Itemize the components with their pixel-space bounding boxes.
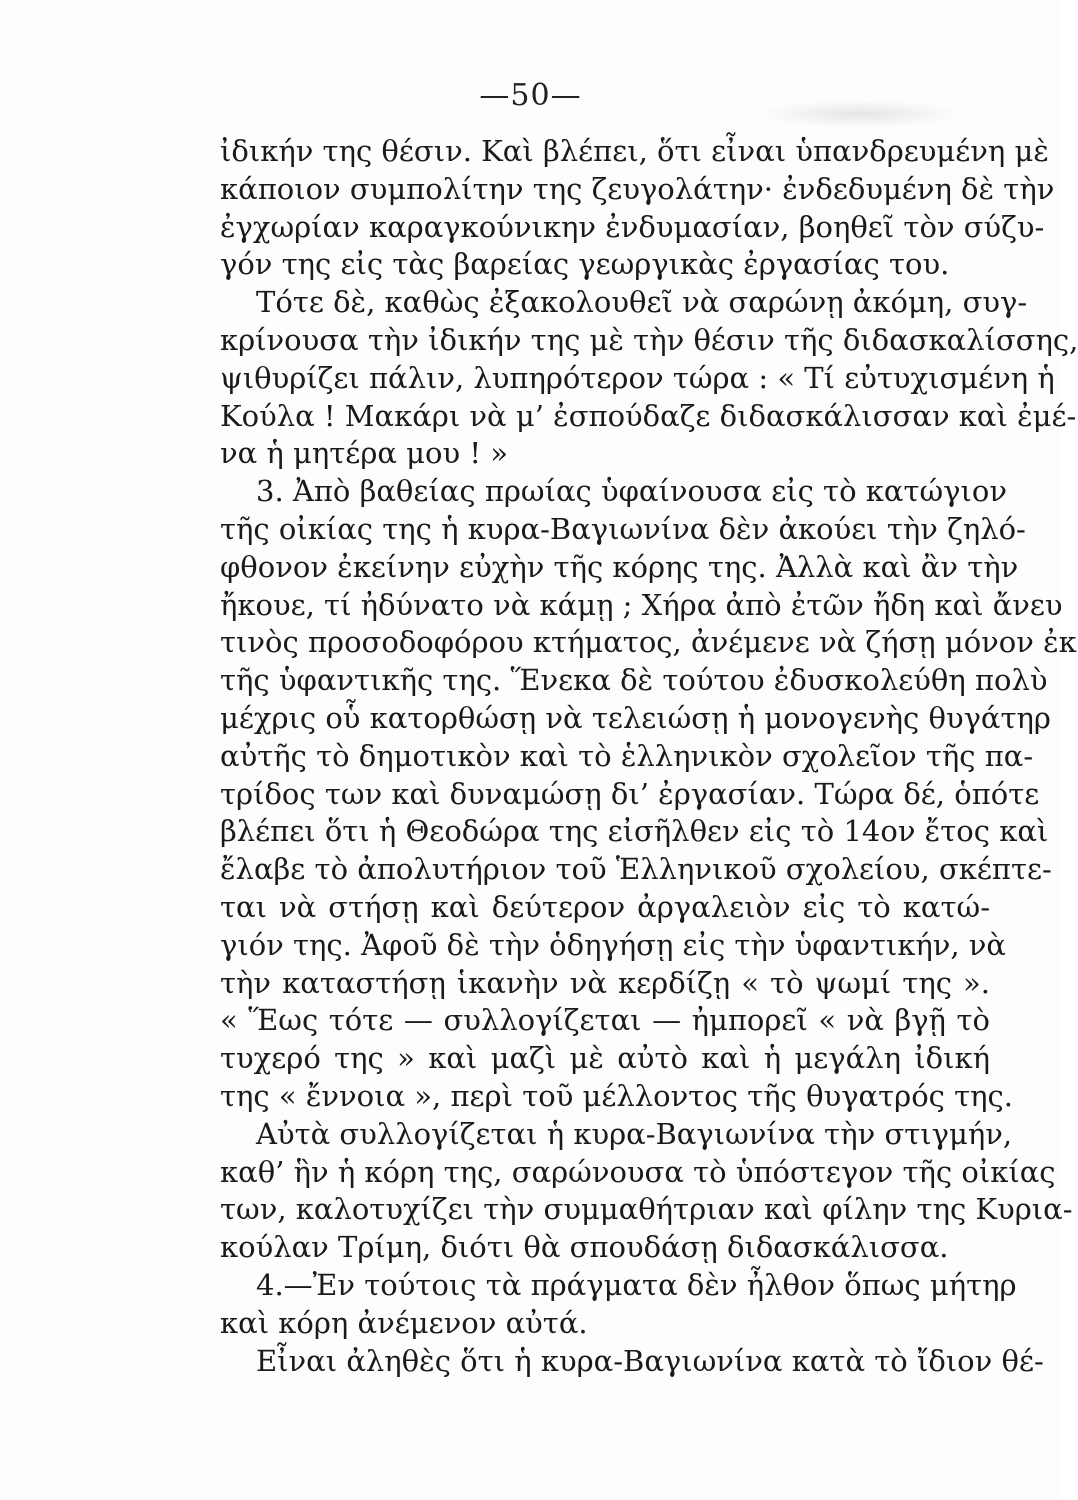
text-line: κούλαν Τρίμη, διότι θὰ σπουδάσῃ διδασκάλισσα. (220, 1230, 949, 1265)
text-line: « Ἕως τότε — συλλογίζεται — ἠμπορεῖ « νὰ βγῇ τὸ (220, 1003, 990, 1038)
text-line: μέχρις οὗ κατορθώσῃ νὰ τελειώσῃ ἡ μονογενὴς θυγάτηρ (220, 700, 1051, 735)
text-line: γιόν της. Ἀφοῦ δὲ τὴν ὁδηγήσῃ εἰς τὴν ὑφαντικήν, νὰ (220, 927, 1007, 962)
text-line: τῆς ὑφαντικῆς της. Ἕνεκα δὲ τούτου ἐδυσκολεύθη πολὺ (220, 663, 1048, 698)
text-line: ἰδικήν της θέσιν. Καὶ βλέπει, ὅτι εἶναι ὑπανδρευμένη μὲ (220, 134, 1049, 168)
text-line: φθονον ἐκείνην εὐχὴν τῆς κόρης της. Ἀλλὰ καὶ ἂν τὴν (220, 549, 1019, 584)
text-line: 4.—Ἐν τούτοις τὰ πράγματα δὲν ἦλθον ὅπως μήτηρ (256, 1267, 1017, 1302)
text-line: τὴν καταστήσῃ ἱκανὴν νὰ κερδίζῃ « τὸ ψωμί της ». (220, 965, 990, 1000)
text-line: Αὐτὰ συλλογίζεται ἡ κυρα-Βαγιωνίνα τὴν στιγμήν, (256, 1116, 1013, 1151)
page-number: —50— (479, 78, 582, 113)
text-line: να ἡ μητέρα μου ! » (220, 436, 508, 471)
text-line: καὶ κόρη ἀνέμενον αὐτά. (220, 1305, 588, 1340)
text-line: ἤκουε, τί ἠδύνατο νὰ κάμῃ ; Χήρα ἀπὸ ἐτῶν ἤδη καὶ ἄνευ (220, 587, 1063, 622)
text-line: τῆς οἰκίας της ἡ κυρα-Βαγιωνίνα δὲν ἀκούει τὴν ζηλό- (220, 511, 1026, 546)
text-line: ται νὰ στήσῃ καὶ δεύτερον ἀργαλειὸν εἰς τὸ κατώ- (220, 889, 990, 924)
body-text (220, 133, 1078, 1380)
text-line: Κούλα ! Μακάρι νὰ μ’ ἐσπούδαζε διδασκάλισσαν καὶ ἐμέ- (220, 398, 1077, 433)
text-line: Τότε δὲ, καθὼς ἐξακολουθεῖ νὰ σαρώνῃ ἀκόμη, συγ- (256, 285, 1028, 320)
text-line: ψιθυρίζει πάλιν, λυπηρότερον τώρα : « Τί εὐτυχισμένη ἡ (220, 360, 1055, 395)
text-line: των, καλοτυχίζει τὴν συμμαθήτριαν καὶ φίλην της Κυρια- (220, 1192, 1073, 1227)
text-line: τυχερό της » καὶ μαζὶ μὲ αὐτὸ καὶ ἡ μεγάλη ἰδική (220, 1041, 990, 1076)
text-line: Εἶναι ἀληθὲς ὅτι ἡ κυρα-Βαγιωνίνα κατὰ τὸ ἴδιον θέ- (256, 1343, 1044, 1378)
text-line: καθ’ ἣν ἡ κόρη της, σαρώνουσα τὸ ὑπόστεγον τῆς οἰκίας (220, 1154, 1056, 1189)
text-line: 3. Ἀπὸ βαθείας πρωίας ὑφαίνουσα εἰς τὸ κατώγιον (256, 474, 1007, 509)
text-line: ἐγχωρίαν καραγκούνικην ἐνδυμασίαν, βοηθεῖ τὸν σύζυ- (220, 209, 1045, 244)
text-line: ἔλαβε τὸ ἀπολυτήριον τοῦ Ἑλληνικοῦ σχολείου, σκέπτε- (220, 852, 1052, 887)
text-line: κρίνουσα τὴν ἰδικήν της μὲ τὴν θέσιν τῆς διδασκαλίσσης, (220, 322, 1078, 357)
text-line: κάποιον συμπολίτην της ζευγολάτην· ἐνδεδυμένη δὲ τὴν (220, 171, 1055, 206)
text-line: αὐτῆς τὸ δημοτικὸν καὶ τὸ ἑλληνικὸν σχολεῖον τῆς πα- (220, 738, 1034, 773)
text-line: της « ἔννοια », περὶ τοῦ μέλλοντος τῆς θυγατρός της. (220, 1078, 1013, 1113)
text-line: βλέπει ὅτι ἡ Θεοδώρα της εἰσῆλθεν εἰς τὸ 14ον ἔτος καὶ (220, 814, 1049, 849)
text-line: τινὸς προσοδοφόρου κτήματος, ἀνέμενε νὰ ζήσῃ μόνον ἐκ (220, 625, 1077, 660)
text-line: γόν της εἰς τὰς βαρείας γεωργικὰς ἐργασίας του. (220, 247, 950, 282)
text-line: τρίδος των καὶ δυναμώσῃ δι’ ἐργασίαν. Τώρα δέ, ὁπότε (220, 776, 1040, 811)
scan-smudge (760, 100, 960, 128)
